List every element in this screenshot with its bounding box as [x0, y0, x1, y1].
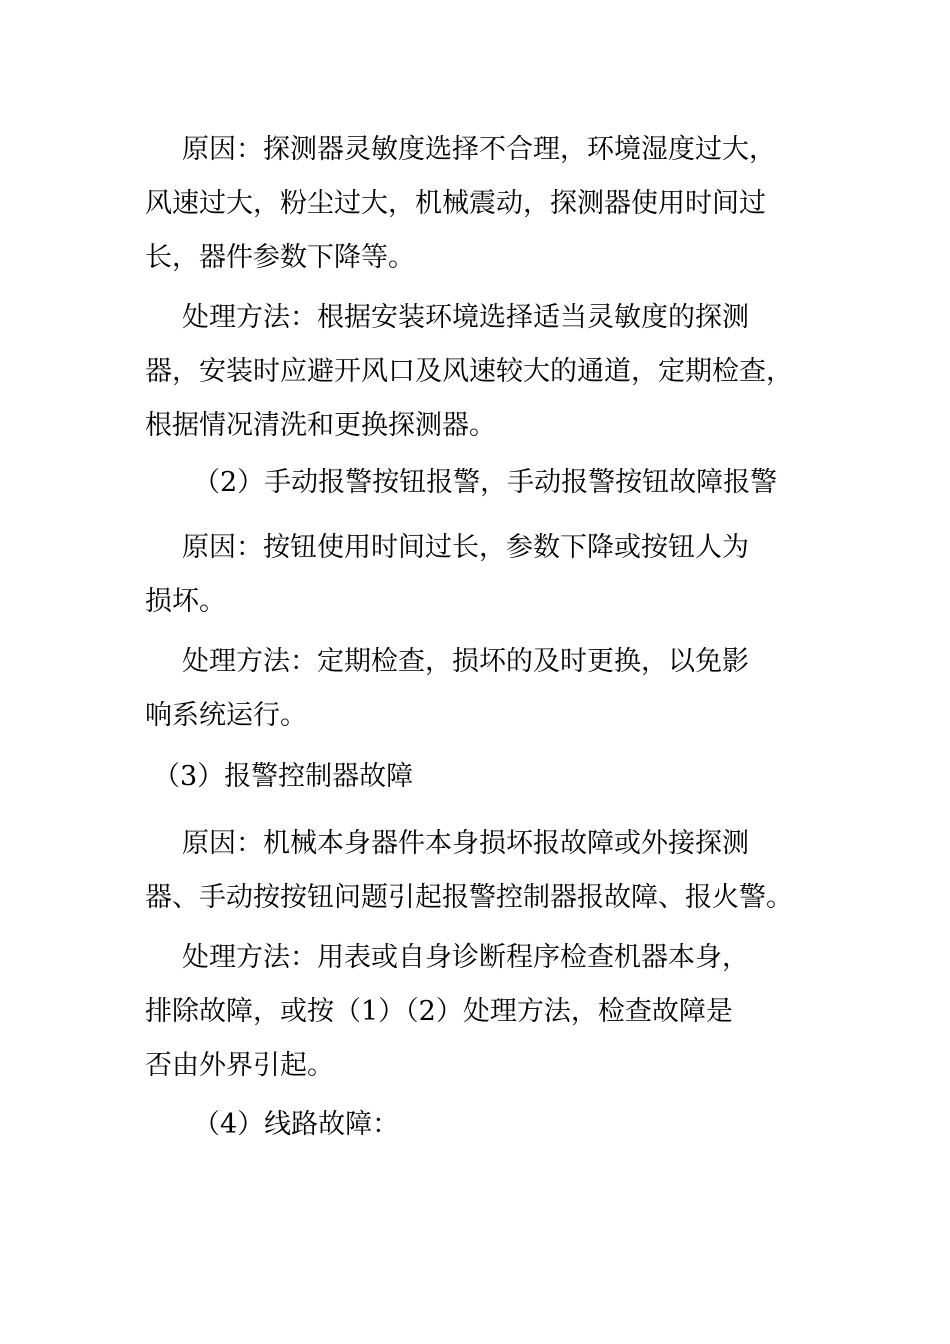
- text-line: 根据情况清洗和更换探测器。: [145, 410, 496, 441]
- paragraph-cause-detector: [145, 123, 845, 285]
- text-line: 器，安装时应避开风口及风速较大的通道，定期检查，: [145, 356, 793, 387]
- paragraph-method-detector: [145, 291, 845, 453]
- text-line: 原因：机械本身器件本身损坏报故障或外接探测: [182, 828, 749, 859]
- heading-manual-alarm-button: [145, 456, 845, 510]
- text-line: 长，器件参数下降等。: [145, 242, 415, 273]
- paragraph-method-button: [145, 635, 845, 743]
- paragraph-cause-button: [145, 521, 845, 629]
- text-line: 风速过大，粉尘过大，机械震动，探测器使用时间过: [145, 188, 766, 219]
- text-line: 处理方法：根据安装环境选择适当灵敏度的探测: [182, 302, 749, 333]
- text-line: 器、手动按按钮问题引起报警控制器报故障、报火警。: [145, 882, 793, 913]
- text-line: 原因：按钮使用时间过长，参数下降或按钮人为: [182, 532, 749, 563]
- text-line: 排除故障，或按（1）（2）处理方法，检查故障是: [145, 996, 733, 1027]
- text-line: 否由外界引起。: [145, 1050, 334, 1081]
- text-line: 损坏。: [145, 586, 226, 617]
- heading-line-fault: [145, 1098, 845, 1152]
- text-line: 处理方法：定期检查，损坏的及时更换，以免影: [182, 646, 749, 677]
- text-line: 原因：探测器灵敏度选择不合理，环境湿度过大，: [182, 134, 776, 165]
- heading-alarm-controller-fault: [145, 750, 845, 804]
- text-line: 响系统运行。: [145, 700, 307, 731]
- text-line: （3）报警控制器故障: [153, 761, 414, 792]
- paragraph-cause-controller: [145, 817, 845, 925]
- paragraph-method-controller: [145, 931, 845, 1093]
- text-line: （4）线路故障：: [193, 1109, 400, 1140]
- text-line: （2）手动报警按钮报警，手动报警按钮故障报警: [193, 467, 778, 498]
- text-line: 处理方法：用表或自身诊断程序检查机器本身，: [182, 942, 749, 973]
